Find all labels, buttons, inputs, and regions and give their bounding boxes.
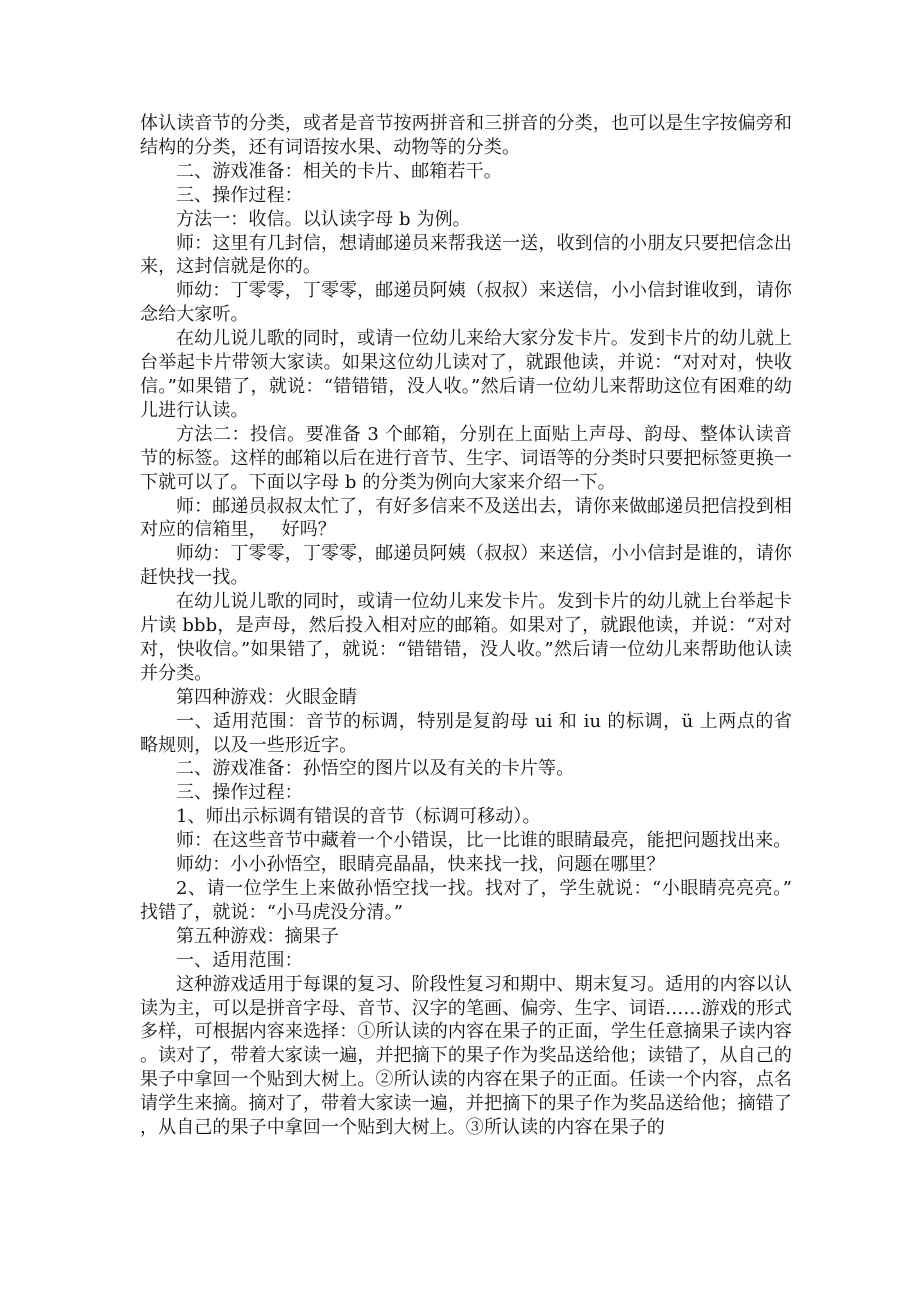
document-body (140, 112, 792, 1140)
paragraph: 方法一：收信。以认读字母 b 为例。 (176, 208, 471, 230)
paragraph: 二、游戏准备：孙悟空的图片以及有关的卡片等。 (176, 758, 575, 780)
paragraph: 师：在这些音节中藏着一个小错误，比一比谁的眼睛最亮，能把问题找出来。 (176, 830, 792, 852)
paragraph: 二、游戏准备：相关的卡片、邮箱若干。 (176, 160, 502, 182)
section-heading: 第四种游戏：火眼金睛 (176, 686, 357, 708)
paragraph: 在幼儿说儿歌的同时，或请一位幼儿来发卡片。发到卡片的幼儿就上台举起卡片读 bbb，是声母，然后投入相对应的邮箱。如果对了，就跟他读，并说：“对对对，快收信。”如果错了，就说：“错错错，没人收。”然后请一位幼儿来帮助他认读并分类。 (140, 591, 792, 684)
paragraph: 这种游戏适用于每课的复习、阶段性复习和期中、期末复习。适用的内容以认读为主，可以是拼音字母、音节、汉字的笔画、偏旁、生字、词语……游戏的形式多样，可根据内容来选择：①所认读的内容在果子的正面，学生任意摘果子读内容。读对了，带着大家读一遍，并把摘下的果子作为奖品送给他；读错了，从自己的果子中拿回一个贴到大树上。②所认读的内容在果子的正面。任读一个内容，点名请学生来摘。摘对了，带着大家读一遍，并把摘下的果子作为奖品送给他；摘错了，从自己的果子中拿回一个贴到大树上。③所认读的内容在果子的 (140, 973, 792, 1139)
paragraph: 师：这里有几封信，想请邮递员来帮我送一送，收到信的小朋友只要把信念出来，这封信就是你的。 (140, 232, 792, 278)
paragraph: 师幼：丁零零，丁零零，邮递员阿姨（叔叔）来送信，小小信封是谁的，请你赶快找一找。 (140, 543, 792, 589)
paragraph: 师幼：小小孙悟空，眼睛亮晶晶，快来找一找，问题在哪里？ (176, 854, 665, 876)
paragraph: 师幼：丁零零，丁零零，邮递员阿姨（叔叔）来送信，小小信封谁收到，请你念给大家听。 (140, 280, 792, 326)
paragraph: 1、师出示标调有错误的音节（标调可移动）。 (176, 806, 541, 828)
paragraph: 师：邮递员叔叔太忙了，有好多信来不及送出去，请你来做邮递员把信投到相对应的信箱里， 好吗？ (140, 495, 792, 541)
paragraph: 三、操作过程： (176, 782, 303, 804)
paragraph: 一、适用范围：音节的标调，特别是复韵母 ui 和 iu 的标调，ü 上两点的省略规则，以及一些形近字。 (140, 710, 792, 756)
paragraph: 三、操作过程： (176, 184, 303, 206)
paragraph: 2、请一位学生上来做孙悟空找一找。找对了，学生就说：“小眼睛亮亮亮。”找错了，就说：“小马虎没分清。” (140, 878, 792, 923)
paragraph: 一、适用范围： (176, 949, 303, 971)
section-heading: 第五种游戏：摘果子 (176, 925, 339, 947)
paragraph-continued: 体认读音节的分类，或者是音节按两拼音和三拼音的分类，也可以是生字按偏旁和结构的分类，还有词语按水果、动物等的分类。 (140, 113, 792, 158)
paragraph: 在幼儿说儿歌的同时，或请一位幼儿来给大家分发卡片。发到卡片的幼儿就上台举起卡片带领大家读。如果这位幼儿读对了，就跟他读，并说：“对对对，快收信。”如果错了，就说：“错错错，没人收。”然后请一位幼儿来帮助这位有困难的幼儿进行认读。 (140, 328, 792, 421)
paragraph: 方法二：投信。要准备 3 个邮箱，分别在上面贴上声母、韵母、整体认读音节的标签。这样的邮箱以后在进行音节、生字、词语等的分类时只要把标签更换一下就可以了。下面以字母 b 的分类为例向大家来介绍一下。 (140, 423, 792, 493)
